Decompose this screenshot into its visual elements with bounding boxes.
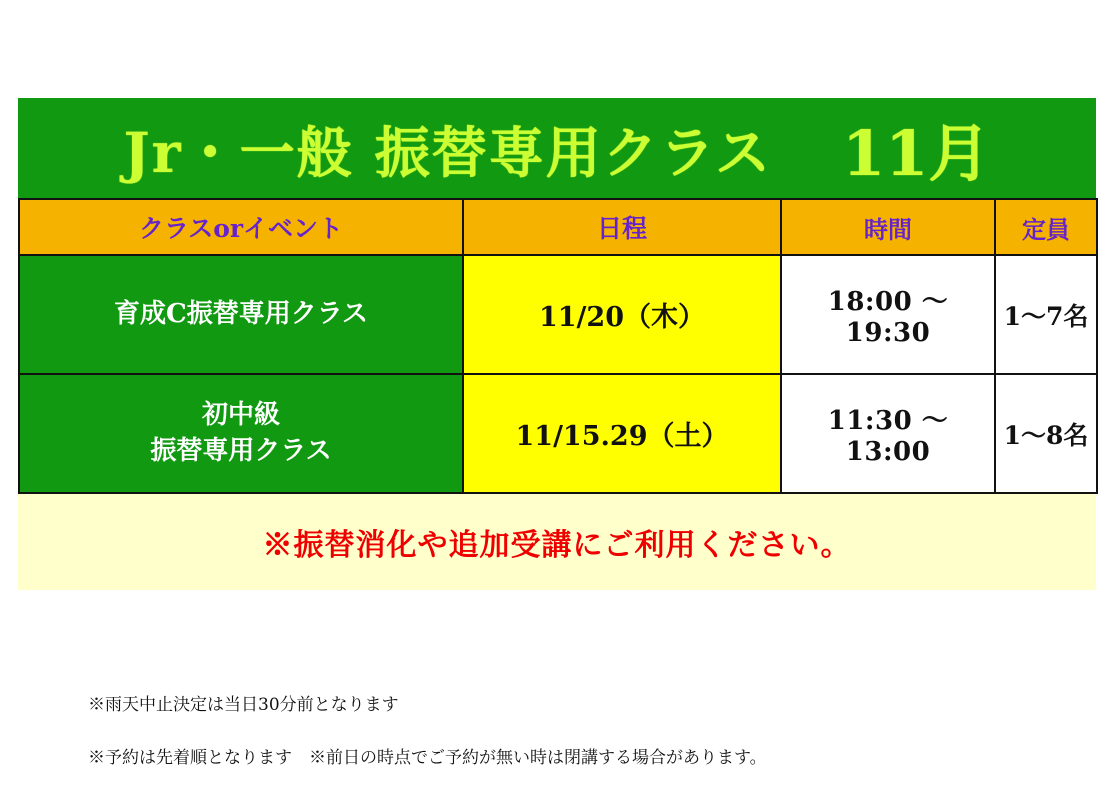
cell-class-line1: 初中級 (201, 400, 280, 431)
cell-capacity: 1～8名 (995, 374, 1097, 493)
cell-date: 11/15.29（土） (463, 374, 781, 493)
footnote-weather: ※雨天中止決定は当日30分前となります (88, 695, 399, 715)
cell-time: 18:00 ～ 19:30 (781, 255, 995, 374)
header-class: クラスorイベント (19, 199, 463, 255)
cell-capacity: 1～7名 (995, 255, 1097, 374)
notice-band (18, 494, 1096, 590)
schedule-poster (18, 98, 1096, 768)
notice-text: ※振替消化や追加受講にご利用ください。 (262, 528, 852, 563)
header-row (19, 199, 1097, 255)
cell-time: 11:30 ～ 13:00 (781, 374, 995, 493)
cell-date: 11/20（木） (463, 255, 781, 374)
footnotes (88, 690, 1048, 796)
title-banner (18, 98, 1096, 198)
table-row (19, 255, 1097, 374)
cell-class-line2: 振替専用クラス (150, 435, 332, 466)
table-header (19, 199, 1097, 255)
poster-month: 11月 (842, 116, 991, 190)
cell-class-name (19, 374, 463, 493)
poster-title: Jr・一般 振替専用クラス (123, 119, 773, 185)
header-date: 日程 (463, 199, 781, 255)
footnote-reservation: ※予約は先着順となります ※前日の時点でご予約が無い時は閉講する場合があります。 (88, 748, 767, 768)
table-body (19, 255, 1097, 493)
table-row (19, 374, 1097, 493)
header-time: 時間 (781, 199, 995, 255)
cell-class-name: 育成C振替専用クラス (19, 255, 463, 374)
header-capacity: 定員 (995, 199, 1097, 255)
schedule-table (18, 198, 1098, 494)
